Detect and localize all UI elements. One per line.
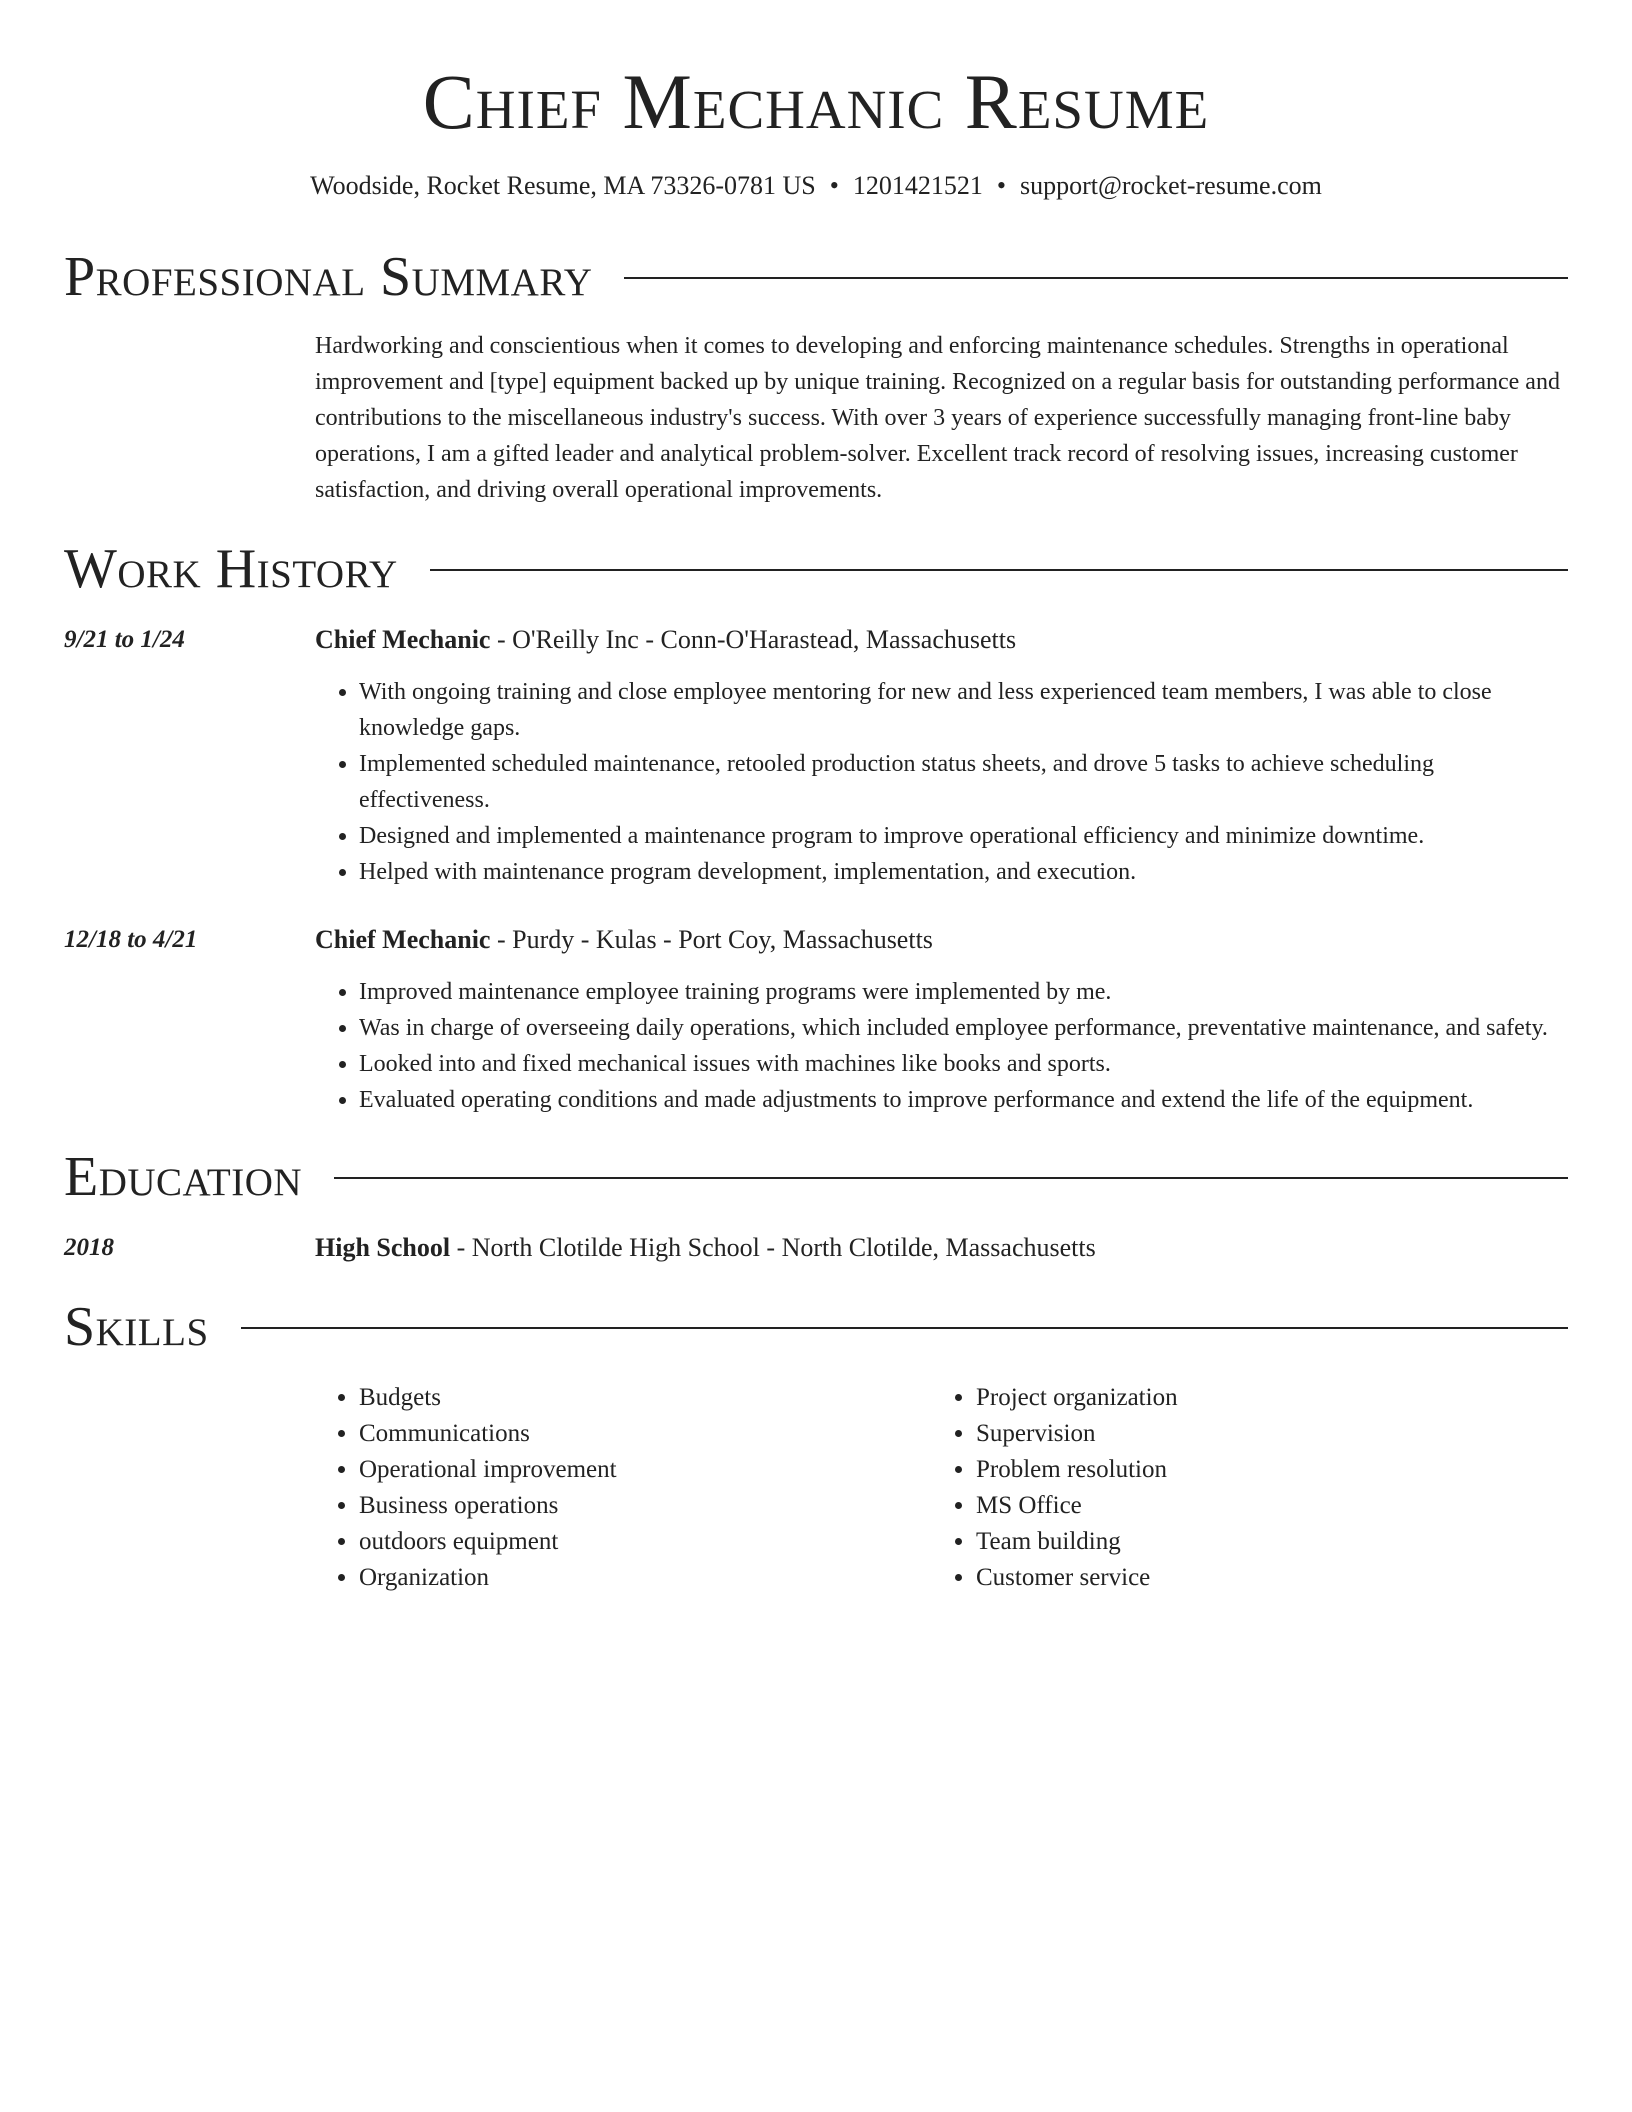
job-bullets — [315, 974, 1568, 1118]
section-title: Professional Summary — [64, 246, 593, 308]
list-item: • Helped with maintenance program development, implementation, and execution. — [359, 854, 1568, 890]
section-heading-skills — [64, 1294, 1568, 1360]
summary-text: Hardworking and conscientious when it comes to developing and enforcing maintenance schedules. Strengths in operational improvement and [type] equipment backed up by unique training. Recognized on a regular basis for outstanding performance and contributions to the miscellaneous industry's success. With over 3 years of experience successfully managing front-line baby operations, I am a gifted leader and analytical problem-solver. Excellent track record of resolving issues, increasing customer satisfaction, and driving overall operational improvements. — [315, 333, 1560, 503]
skills-column-left — [315, 1380, 932, 1596]
section-divider — [334, 1177, 1568, 1179]
education-entry — [64, 1230, 1568, 1266]
list-item: • Supervision — [976, 1416, 1549, 1452]
list-item: • Designed and implemented a maintenance program to improve operational efficiency and minimize downtime. — [359, 818, 1568, 854]
contact-email: support@rocket-resume.com — [1019, 171, 1322, 200]
page-title: Chief Mechanic Resume — [422, 58, 1210, 145]
section-title: Education — [64, 1146, 303, 1208]
list-item: • Customer service — [976, 1560, 1549, 1596]
job-bullets — [315, 674, 1568, 890]
contact-address: Woodside, Rocket Resume, MA 73326-0781 US — [310, 171, 816, 200]
job-title: Chief Mechanic — [315, 925, 491, 954]
education-degree: High School — [315, 1233, 451, 1262]
contact-line — [64, 168, 1568, 204]
list-item: • With ongoing training and close employee mentoring for new and less experienced team members, I was able to close knowledge gaps. — [359, 674, 1568, 746]
job-entry — [64, 622, 1568, 890]
contact-separator: • — [829, 171, 839, 200]
section-divider — [624, 277, 1568, 279]
job-headline — [315, 922, 1568, 958]
section-title: Work History — [64, 538, 398, 600]
list-item: • Improved maintenance employee training programs were implemented by me. — [359, 974, 1568, 1010]
section-title: Skills — [64, 1296, 209, 1358]
job-title: Chief Mechanic — [315, 625, 491, 654]
job-entry — [64, 922, 1568, 1118]
list-item: • Team building — [976, 1524, 1549, 1560]
section-heading-work-history — [64, 536, 1568, 602]
list-item: • Operational improvement — [359, 1452, 932, 1488]
skills-list — [315, 1380, 1568, 1596]
list-item: • Communications — [359, 1416, 932, 1452]
list-item: • Evaluated operating conditions and made adjustments to improve performance and extend the life of the equipment. — [359, 1082, 1568, 1118]
education-year: 2018 — [64, 1234, 114, 1261]
list-item: • outdoors equipment — [359, 1524, 932, 1560]
section-heading-summary — [64, 244, 1568, 310]
job-details: - O'Reilly Inc - Conn-O'Harastead, Massachusetts — [490, 625, 1017, 654]
list-item: • Looked into and fixed mechanical issues with machines like books and sports. — [359, 1046, 1568, 1082]
list-item: • Implemented scheduled maintenance, retooled production status sheets, and drove 5 tasks to achieve scheduling effectiveness. — [359, 746, 1568, 818]
job-dates: 9/21 to 1/24 — [64, 626, 185, 653]
list-item: • Was in charge of overseeing daily operations, which included employee performance, preventative maintenance, and safety. — [359, 1010, 1568, 1046]
education-details: - North Clotilde High School - North Clotilde, Massachusetts — [450, 1233, 1096, 1262]
section-heading-education — [64, 1144, 1568, 1210]
job-details: - Purdy - Kulas - Port Coy, Massachusetts — [490, 925, 933, 954]
job-dates: 12/18 to 4/21 — [64, 926, 198, 953]
section-divider — [241, 1327, 1568, 1329]
contact-phone: 1201421521 — [852, 171, 983, 200]
skills-column-right — [932, 1380, 1549, 1596]
list-item: • Organization — [359, 1560, 932, 1596]
education-headline — [315, 1230, 1568, 1266]
list-item: • Budgets — [359, 1380, 932, 1416]
contact-separator: • — [996, 171, 1006, 200]
list-item: • Project organization — [976, 1380, 1549, 1416]
list-item: • Business operations — [359, 1488, 932, 1524]
section-divider — [430, 569, 1568, 571]
job-headline — [315, 622, 1568, 658]
list-item: • MS Office — [976, 1488, 1549, 1524]
list-item: • Problem resolution — [976, 1452, 1549, 1488]
